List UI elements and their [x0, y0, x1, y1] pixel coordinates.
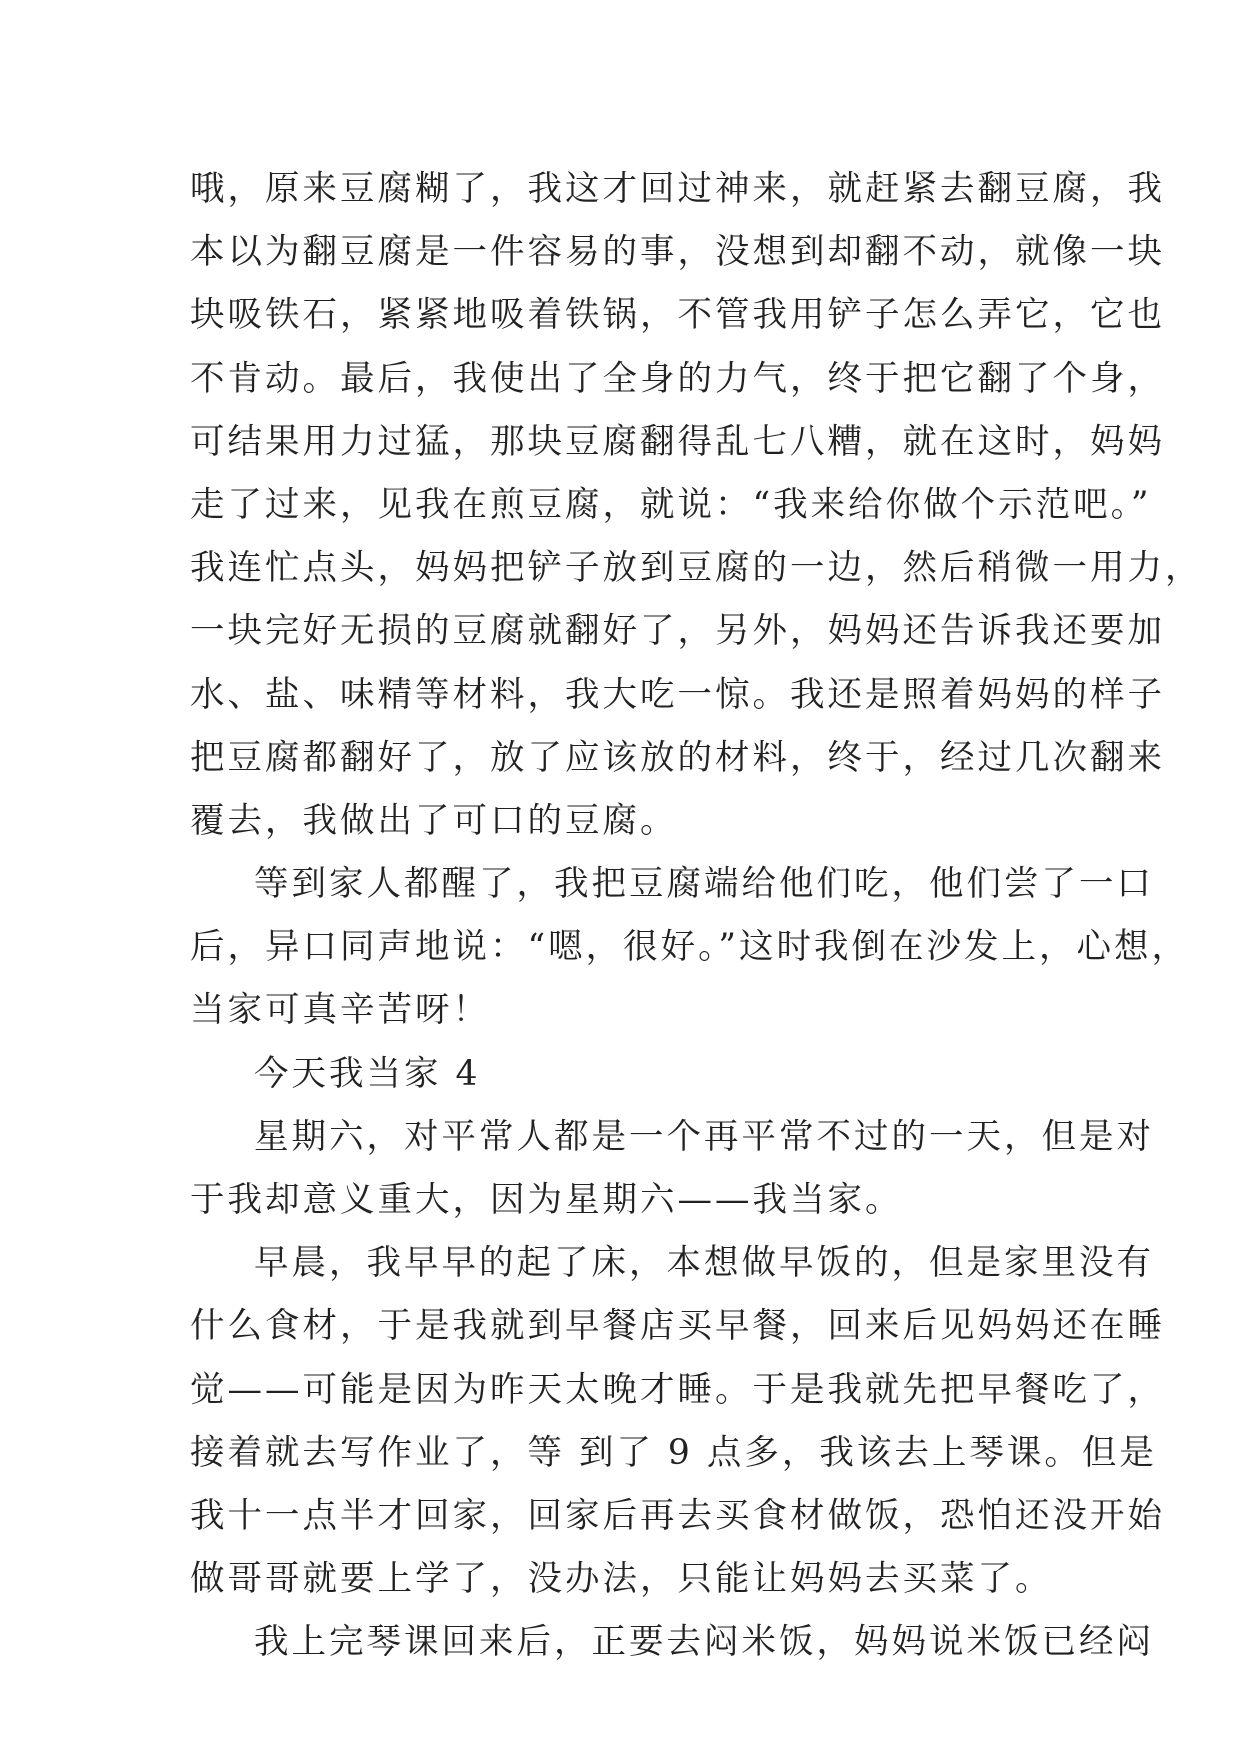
text-line: 接着就去写作业了，等 到了 9 点多，我该去上琴课。但是 [190, 1432, 1157, 1473]
paragraph-start-line: 星期六，对平常人都是一个再平常不过的一天，但是对 [254, 1116, 1154, 1157]
text-line: 做哥哥就要上学了，没办法，只能让妈妈去买菜了。 [190, 1559, 1053, 1600]
text-line: 一块完好无损的豆腐就翻好了，另外，妈妈还告诉我还要加 [190, 611, 1165, 652]
text-line: 块吸铁石，紧紧地吸着铁锅，不管我用铲子怎么弄它，它也 [190, 295, 1165, 336]
text-line: 什么食材，于是我就到早餐店买早餐，回来后见妈妈还在睡 [190, 1306, 1165, 1347]
text-line: 可结果用力过猛，那块豆腐翻得乱七八糟，就在这时，妈妈 [190, 421, 1165, 462]
body-text [190, 158, 1203, 1675]
paragraph-start-line: 早晨，我早早的起了床，本想做早饭的，但是家里没有 [254, 1243, 1154, 1284]
text-line: 本以为翻豆腐是一件容易的事，没想到却翻不动，就像一块 [190, 232, 1165, 273]
text-line: 我连忙点头，妈妈把铲子放到豆腐的一边，然后稍微一用力， [190, 548, 1203, 589]
paragraph-start-line: 我上完琴课回来后，正要去闷米饭，妈妈说米饭已经闷 [254, 1622, 1154, 1663]
text-line: 不肯动。最后，我使出了全身的力气，终于把它翻了个身， [190, 358, 1165, 399]
text-line: 后，异口同声地说：“嗯，很好。”这时我倒在沙发上，心想， [190, 927, 1190, 968]
text-line: 觉——可能是因为昨天太晚才睡。于是我就先把早餐吃了， [190, 1369, 1165, 1410]
text-line: 把豆腐都翻好了，放了应该放的材料，终于，经过几次翻来 [190, 737, 1165, 778]
text-line: 当家可真辛苦呀！ [190, 990, 490, 1031]
text-line: 走了过来，见我在煎豆腐，就说：“我来给你做个示范吧。” [190, 484, 1152, 525]
text-line: 水、盐、味精等材料，我大吃一惊。我还是照着妈妈的样子 [190, 674, 1165, 715]
text-line: 我十一点半才回家，回家后再去买食材做饭，恐怕还没开始 [190, 1495, 1165, 1536]
text-line: 于我却意义重大，因为星期六——我当家。 [190, 1180, 903, 1220]
text-line: 覆去，我做出了可口的豆腐。 [190, 800, 678, 841]
paragraph-start-line: 等到家人都醒了，我把豆腐端给他们吃，他们尝了一口 [254, 864, 1154, 905]
section-heading: 今天我当家 4 [254, 1053, 481, 1094]
text-line: 哦，原来豆腐糊了，我这才回过神来，就赶紧去翻豆腐，我 [190, 169, 1165, 209]
